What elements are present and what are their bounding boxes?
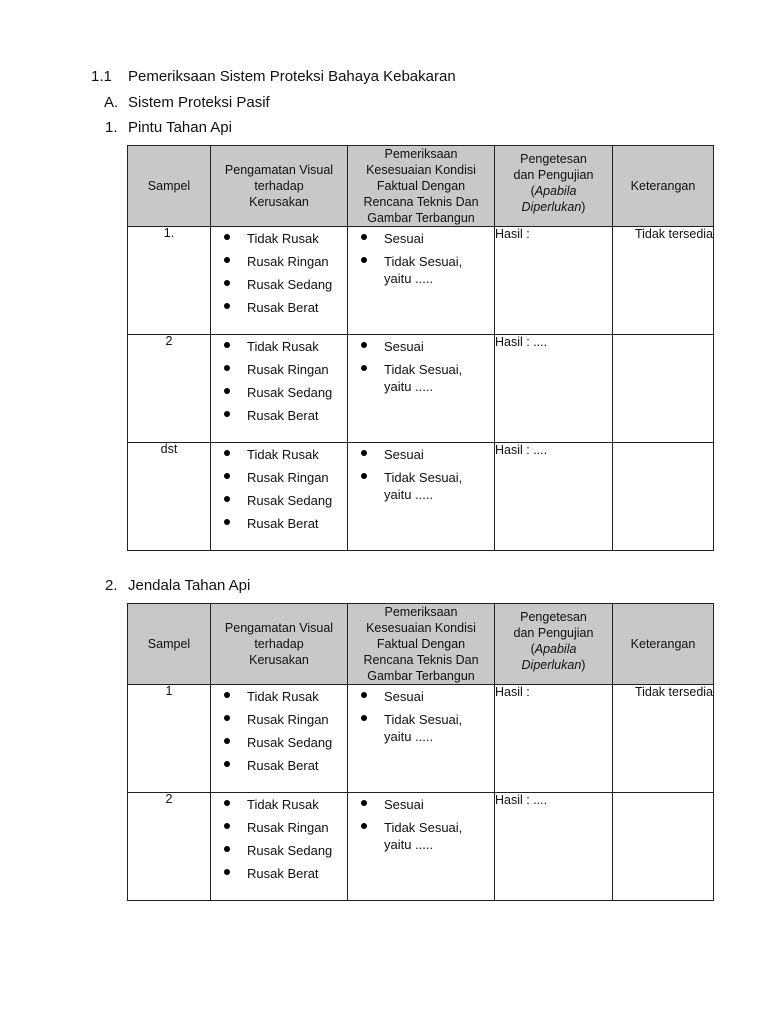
- sample-cell: [128, 793, 211, 901]
- header-line: Kesesuaian Kondisi: [366, 163, 476, 177]
- table-row: [128, 443, 714, 551]
- option-item: Tidak Rusak: [211, 796, 347, 813]
- header-line: Gambar Terbangun: [367, 211, 475, 225]
- item2-title: Jendala Tahan Api: [128, 577, 251, 594]
- header-italic: Diperlukan: [521, 658, 582, 672]
- option-item: Tidak Rusak: [211, 446, 347, 463]
- header-pengetesan: [495, 146, 613, 227]
- header-line: Gambar Terbangun: [367, 669, 475, 683]
- option-item: Rusak Berat: [211, 757, 347, 774]
- sample-cell: [128, 335, 211, 443]
- keterangan-cell: [613, 443, 714, 551]
- option-item: Sesuai: [348, 338, 494, 355]
- header-pemeriksaan: [348, 604, 495, 685]
- keterangan-text: Tidak tersedia: [634, 227, 713, 241]
- option-item: Rusak Berat: [211, 865, 347, 882]
- option-item: Rusak Sedang: [211, 734, 347, 751]
- hasil-cell: [495, 335, 613, 443]
- option-item: Sesuai: [348, 446, 494, 463]
- visual-options-list: [211, 685, 347, 774]
- header-pemeriksaan: [348, 146, 495, 227]
- section-number: 1.1: [91, 68, 112, 85]
- sample-value: 2: [165, 334, 173, 348]
- kesesuaian-options-cell: [348, 793, 495, 901]
- jendela-tahan-api-table: [127, 603, 714, 901]
- pintu-tahan-api-table: [127, 145, 714, 551]
- option-item: Rusak Sedang: [211, 492, 347, 509]
- header-paren: ): [581, 200, 586, 214]
- item2-number: 2.: [105, 577, 118, 594]
- header-line: Pengamatan Visual: [224, 621, 334, 635]
- option-item: Tidak Sesuai, yaitu .....: [348, 819, 494, 853]
- visual-options-cell: [211, 227, 348, 335]
- visual-options-list: [211, 227, 347, 316]
- kesesuaian-options-cell: [348, 443, 495, 551]
- option-item: Rusak Berat: [211, 299, 347, 316]
- keterangan-text: Tidak tersedia: [634, 685, 713, 699]
- header-line: Faktual Dengan: [376, 637, 466, 651]
- option-item: Rusak Sedang: [211, 384, 347, 401]
- table-row: [128, 335, 714, 443]
- subsection-letter: A.: [104, 94, 119, 111]
- option-item: Rusak Ringan: [211, 253, 347, 270]
- header-line: Faktual Dengan: [376, 179, 466, 193]
- header-line: Rencana Teknis Dan: [363, 195, 479, 209]
- header-line: dan Pengujian: [513, 168, 594, 182]
- hasil-cell: [495, 227, 613, 335]
- option-item: Rusak Berat: [211, 407, 347, 424]
- option-item: Tidak Rusak: [211, 230, 347, 247]
- header-pengetesan: [495, 604, 613, 685]
- header-sampel: Sampel: [128, 146, 211, 227]
- item2-heading: [105, 577, 250, 594]
- option-item: Tidak Rusak: [211, 688, 347, 705]
- sample-cell: [128, 685, 211, 793]
- keterangan-cell: [613, 793, 714, 901]
- keterangan-cell: [613, 685, 714, 793]
- option-item: Sesuai: [348, 688, 494, 705]
- table-row: [128, 227, 714, 335]
- kesesuaian-options-list: [348, 685, 494, 745]
- hasil-text: Hasil : ....: [495, 335, 548, 349]
- kesesuaian-options-list: [348, 227, 494, 287]
- keterangan-cell: [613, 335, 714, 443]
- visual-options-cell: [211, 443, 348, 551]
- table-row: [128, 685, 714, 793]
- sample-cell: [128, 227, 211, 335]
- visual-options-list: [211, 335, 347, 424]
- header-visual: [211, 604, 348, 685]
- header-line: Pengetesan: [520, 152, 587, 166]
- hasil-text: Hasil :: [495, 685, 530, 699]
- sample-value: dst: [160, 442, 178, 456]
- header-paren: ): [581, 658, 586, 672]
- header-paren: (: [530, 642, 535, 656]
- subsection-title: Sistem Proteksi Pasif: [128, 94, 270, 111]
- option-item: Sesuai: [348, 796, 494, 813]
- header-italic: Apabila: [534, 184, 577, 198]
- sample-value: 1.: [163, 226, 175, 240]
- kesesuaian-options-cell: [348, 335, 495, 443]
- keterangan-cell: [613, 227, 714, 335]
- kesesuaian-options-cell: [348, 685, 495, 793]
- sample-cell: [128, 443, 211, 551]
- hasil-cell: [495, 793, 613, 901]
- option-item: Rusak Ringan: [211, 819, 347, 836]
- option-item: Sesuai: [348, 230, 494, 247]
- hasil-text: Hasil : ....: [495, 793, 548, 807]
- visual-options-cell: [211, 335, 348, 443]
- hasil-text: Hasil : ....: [495, 443, 548, 457]
- kesesuaian-options-list: [348, 335, 494, 395]
- kesesuaian-options-cell: [348, 227, 495, 335]
- option-item: Tidak Rusak: [211, 338, 347, 355]
- visual-options-list: [211, 793, 347, 882]
- item1-number: 1.: [105, 119, 118, 136]
- header-line: terhadap: [254, 179, 304, 193]
- visual-options-list: [211, 443, 347, 532]
- hasil-cell: [495, 685, 613, 793]
- header-row: [128, 604, 714, 685]
- sample-value: 2: [165, 792, 173, 806]
- header-row: [128, 146, 714, 227]
- header-line: Pemeriksaan: [384, 605, 458, 619]
- hasil-cell: [495, 443, 613, 551]
- option-item: Rusak Ringan: [211, 361, 347, 378]
- header-paren: (: [530, 184, 535, 198]
- item1-title: Pintu Tahan Api: [128, 119, 232, 136]
- header-line: Pengetesan: [520, 610, 587, 624]
- option-item: Tidak Sesuai, yaitu .....: [348, 361, 494, 395]
- option-item: Tidak Sesuai, yaitu .....: [348, 711, 494, 745]
- header-line: Pengamatan Visual: [224, 163, 334, 177]
- kesesuaian-options-list: [348, 793, 494, 853]
- header-line: Rencana Teknis Dan: [363, 653, 479, 667]
- header-visual: [211, 146, 348, 227]
- section-title: Pemeriksaan Sistem Proteksi Bahaya Kebakaran: [128, 68, 456, 85]
- option-item: Rusak Ringan: [211, 711, 347, 728]
- table-body: [128, 685, 714, 901]
- hasil-text: Hasil :: [495, 227, 530, 241]
- table-row: [128, 793, 714, 901]
- header-line: Kerusakan: [249, 653, 309, 667]
- option-item: Rusak Sedang: [211, 842, 347, 859]
- header-line: Kerusakan: [249, 195, 309, 209]
- option-item: Rusak Ringan: [211, 469, 347, 486]
- header-keterangan: Keterangan: [613, 146, 714, 227]
- option-item: Tidak Sesuai, yaitu .....: [348, 469, 494, 503]
- header-keterangan: Keterangan: [613, 604, 714, 685]
- table-body: [128, 227, 714, 551]
- kesesuaian-options-list: [348, 443, 494, 503]
- item1-heading: [105, 119, 232, 136]
- header-italic: Apabila: [534, 642, 577, 656]
- header-line: dan Pengujian: [513, 626, 594, 640]
- option-item: Rusak Berat: [211, 515, 347, 532]
- header-line: terhadap: [254, 637, 304, 651]
- header-sampel: Sampel: [128, 604, 211, 685]
- header-line: Pemeriksaan: [384, 147, 458, 161]
- header-italic: Diperlukan: [521, 200, 582, 214]
- option-item: Tidak Sesuai, yaitu .....: [348, 253, 494, 287]
- section-heading: [91, 68, 456, 85]
- subsection-heading: [104, 94, 270, 111]
- option-item: Rusak Sedang: [211, 276, 347, 293]
- visual-options-cell: [211, 685, 348, 793]
- header-line: Kesesuaian Kondisi: [366, 621, 476, 635]
- sample-value: 1: [165, 684, 173, 698]
- visual-options-cell: [211, 793, 348, 901]
